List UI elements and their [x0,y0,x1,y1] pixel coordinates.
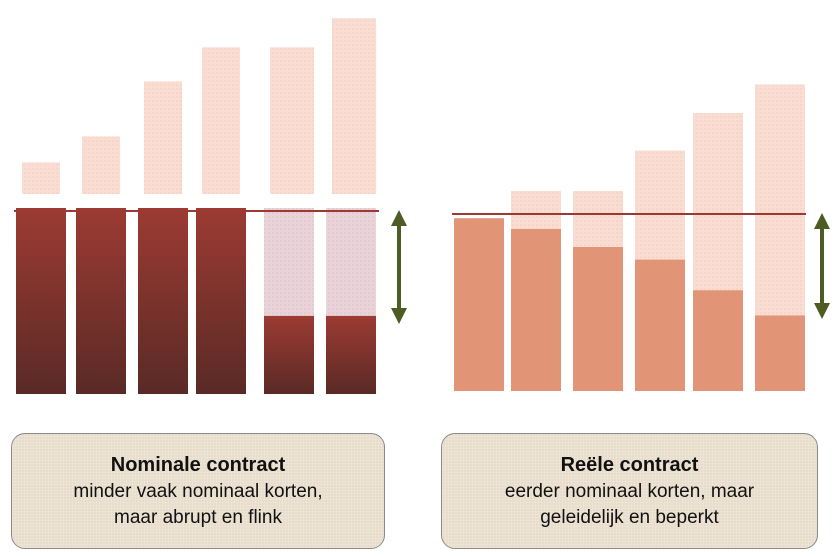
real-contract-line-1: eerder nominaal korten, maar [504,480,755,502]
solid-bar-real-4 [635,260,685,391]
real-range-arrow [814,213,830,319]
nominal-contract-line-1: minder vaak nominaal korten, [73,480,323,502]
nominal-range-arrow [391,210,407,324]
solid-bar-real-2 [511,229,561,391]
ghost-bar-nominal-2 [82,136,120,194]
nominal-contract-caption [11,433,385,549]
ghost-bar-real-5 [693,113,743,290]
ghost-bar-nominal-4 [202,47,240,194]
ghost-bar-real-2 [511,191,561,229]
solid-bar-nominal-6 [326,316,376,394]
solid-bar-nominal-4 [196,208,246,394]
ghost-bar-real-6 [755,85,805,316]
real-contract-title: Reële contract [560,453,699,476]
ghost-bar-nominal-3 [144,81,182,194]
ghost-bar-nominal-1 [22,162,60,194]
nominal-contract-chart [16,18,376,394]
solid-bar-nominal-1 [16,208,66,394]
real-contract-line-2: geleidelijk en beperkt [540,506,719,528]
ghost-bar-real-3 [573,191,623,247]
solid-bar-real-5 [693,290,743,391]
nominal-contract-line-2: maar abrupt en flink [114,506,282,528]
nominal-contract-title: Nominale contract [110,453,286,476]
solid-bar-real-3 [573,247,623,391]
ghost-bar-real-4 [635,151,685,260]
solid-bar-real-6 [755,315,805,391]
real-contract-chart [454,85,805,392]
ghost-bar-nominal-5 [270,47,314,194]
solid-bar-nominal-2 [76,208,126,394]
solid-bar-nominal-3 [138,208,188,394]
solid-bar-nominal-5 [264,316,314,394]
real-contract-caption [441,433,818,549]
ghost-overlap-nominal-5 [264,208,314,316]
ghost-overlap-nominal-6 [326,208,376,316]
ghost-bar-nominal-6 [332,18,376,194]
solid-bar-real-1 [454,218,504,391]
